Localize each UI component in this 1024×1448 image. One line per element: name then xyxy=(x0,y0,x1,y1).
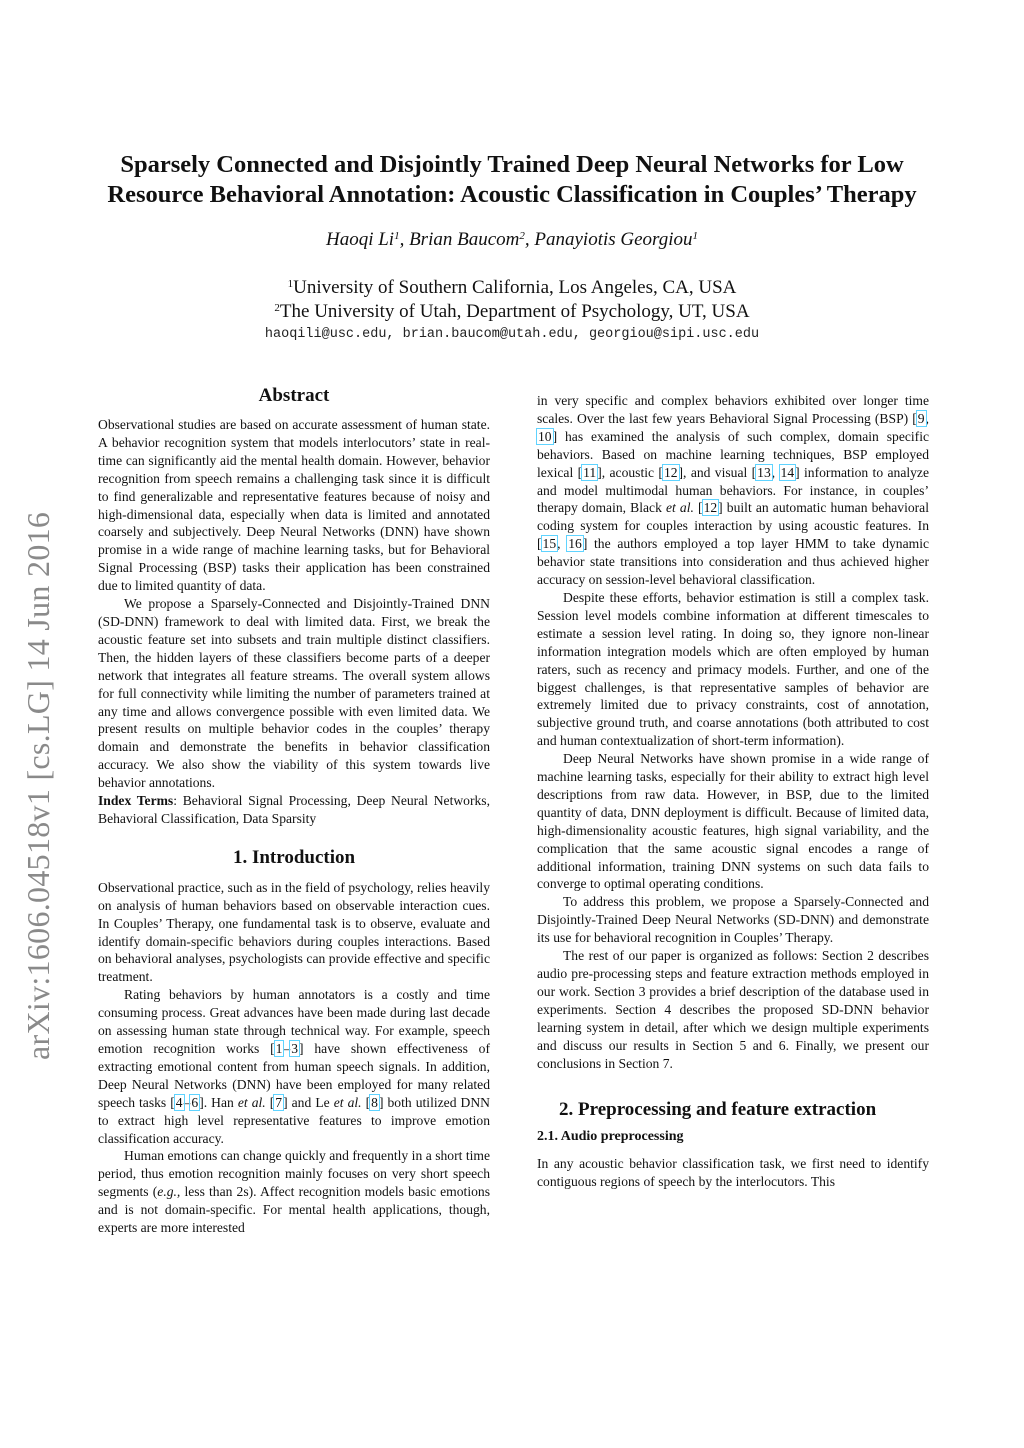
body-paragraph: Despite these efforts, behavior estimation is still a complex task. Session level models combine information at different timescales to estimate a session level rating. In doing so, they ignore non-linear information integration models which are often employed by human raters, such as recency and primacy models. Further, and one of the biggest challenges, is that representative samples of behavior are extremely limited due to privacy constraints, cost of annotation, subjective ground truth, and coarse annotations (both attributed to cost and human contextualization of short-term information). xyxy=(537,589,929,749)
intro-paragraph: Rating behaviors by human annotators is a costly and time consuming process. Great advances have been made during last decade on assessing human state through technical way. For example, speech emotion recognition works [1–3] have shown effectiveness of extracting emotional content from human speech signals. In addition, Deep Neural Networks (DNN) have been employed for many related speech tasks [4–6]. Han et al. [7] and Le et al. [8] both utilized DNN to extract high level representative features to improve emotion classification accuracy. xyxy=(98,987,490,1146)
paper-title xyxy=(80,150,944,210)
citation-link[interactable]: 11 xyxy=(583,464,597,480)
index-terms xyxy=(98,792,490,828)
citation-link[interactable]: 3 xyxy=(291,1041,299,1056)
affiliation-mark: 1 xyxy=(692,230,699,242)
section-heading-preprocessing: 2. Preprocessing and feature extraction xyxy=(559,1099,877,1121)
affiliation-mark: 1 xyxy=(394,230,400,242)
body-paragraph: To address this problem, we propose a Sparsely-Connected and Disjointly-Trained Deep Neural Networks (SD-DNN) and demonstrate its use for behavioral recognition in Couples’ Therapy. xyxy=(537,894,929,946)
index-terms-text: : Behavioral Signal Processing, Deep Neural Networks, Behavioral Classification, Data Sparsity xyxy=(98,793,490,826)
intro-paragraph: Observational practice, such as in the field of psychology, relies heavily on analysis of human behaviors based on observable interaction cues. In Couples’ Therapy, one fundamental task is to observe, evaluate and identify domain-specific behaviors during couples interactions. Based on behavioral analyses, psychologists can provide effective and specific treatment. xyxy=(98,879,490,985)
body-paragraph: Deep Neural Networks have shown promise in a wide range of machine learning tasks, especially for their ability to extract high level descriptions from raw data. However, in BSP, due to the limited quantity of data, DNN deployment is difficult. Because of limited data, high-dimensionality acoustic features, high signal variability, and the complication that the same acoustic signal encodes a range of additional information, training DNN systems on such data fails to converge to optimal operating conditions. xyxy=(537,751,929,892)
author-list xyxy=(80,229,944,251)
index-terms-label: Index Terms xyxy=(98,793,174,809)
author-name: Brian Baucom xyxy=(409,229,520,250)
citation-link[interactable]: 8 xyxy=(371,1094,378,1110)
affiliation-text: University of Southern California, Los Angeles, CA, USA xyxy=(293,277,737,298)
affiliation-line xyxy=(80,276,944,300)
title-line-1: Sparsely Connected and Disjointly Trained Deep Neural Networks for Low xyxy=(120,151,904,178)
author-emails[interactable]: haoqili@usc.edu, brian.baucom@utah.edu, georgiou@sipi.usc.edu xyxy=(264,327,760,342)
citation-link[interactable]: 12 xyxy=(703,500,718,516)
affiliation-mark: 2 xyxy=(519,230,525,242)
affiliation-list xyxy=(80,276,944,324)
author-name: Panayiotis Georgiou xyxy=(534,229,693,250)
citation-link[interactable]: 6 xyxy=(191,1094,199,1110)
citation-link[interactable]: 16 xyxy=(568,536,582,552)
citation-link[interactable]: 15 xyxy=(542,536,557,552)
citation-link[interactable]: 9 xyxy=(917,410,925,426)
body-paragraph: The rest of our paper is organized as follows: Section 2 describes audio pre-processing steps and feature extraction methods employed in our work. Section 3 provides a brief description of the database used in experiments. Section 4 describes the proposed SD-DNN behavior learning system in detail, after which we design multiple experiments and discuss our results in Section 5 and 6. Finally, we present our conclusions in Section 7. xyxy=(537,948,929,1071)
citation-link[interactable]: 1 xyxy=(275,1041,283,1056)
section-heading-introduction: 1. Introduction xyxy=(232,846,356,868)
body-paragraph: In any acoustic behavior classification task, we first need to identify contiguous regions of speech by the interlocutors. This xyxy=(537,1156,929,1190)
author-separator: , xyxy=(524,229,535,250)
intro-paragraph: Human emotions can change quickly and frequently in a short time period, thus emotion recognition mainly focuses on very short speech segments (e.g., less than 2s). Affect recognition models basic emotions and is not domain-specific. For mental health applications, though, experts are more interested xyxy=(98,1148,490,1236)
affiliation-line xyxy=(80,300,944,324)
citation-link[interactable]: 4 xyxy=(175,1094,183,1110)
citation-link[interactable]: 14 xyxy=(780,464,795,480)
abstract-paragraph: Observational studies are based on accurate assessment of human state. A behavior recognition system that models interlocutors’ state in real-time can significantly aid the mental health domain. However, behavior recognition from speech remains a challenging task since it is difficult to find generalizable and representative features because of noisy and high-dimensional data, especially when data is limited and annotated coarsely and subjectively. Deep Neural Networks (DNN) have shown promise in a wide range of machine learning tasks, but for Behavioral Signal Processing (BSP) tasks their application has been constrained due to limited quantity of data. xyxy=(98,417,490,594)
affiliation-text: The University of Utah, Department of Psychology, UT, USA xyxy=(279,301,750,322)
subsection-heading-audio-preprocessing: 2.1. Audio preprocessing xyxy=(537,1129,684,1145)
author-separator: , xyxy=(399,229,410,250)
abstract-paragraph: We propose a Sparsely-Connected and Disjointly-Trained DNN (SD-DNN) framework to deal with limited data. First, we break the acoustic feature set into subsets and train multiple distinct classifiers. Then, the hidden layers of these classifiers become parts of a deeper network that integrates all feature streams. The overall system allows for full connectivity while limiting the number of parameters trained at any time and allows convergence possible with even limited data. We present results on multiple behavior codes in the couples’ therapy domain and demonstrate the benefits in behavior classification accuracy. We also show the viability of this system towards live behavior annotations. xyxy=(98,596,490,791)
abstract-heading: Abstract xyxy=(258,385,330,406)
affiliation-mark: 2 xyxy=(274,302,280,314)
body-paragraph: in very specific and complex behaviors exhibited over longer time scales. Over the last few years Behavioral Signal Processing (BSP) [9, 10] has examined the analysis of such complex, domain specific behaviors. Based on machine learning techniques, BSP employed lexical [11], acoustic [12], and visual [13, 14] information to analyze and model multimodal human behaviors. For instance, in couples’ therapy domain, Black et al. [12] built an automatic human behavioral coding system for couples interaction by using acoustic features. In [15, 16] the authors employed a top layer HMM to take dynamic behavior state transitions into consideration and thus achieved higher accuracy on session-level behavioral classification. xyxy=(537,393,930,588)
citation-link[interactable]: 13 xyxy=(757,464,771,480)
title-line-2: Resource Behavioral Annotation: Acoustic Classification in Couples’ Therapy xyxy=(107,181,917,208)
right-column xyxy=(537,392,929,1191)
affiliation-mark: 1 xyxy=(287,278,294,290)
arxiv-stamp[interactable]: arXiv:1606.04518v1 [cs.LG] 14 Jun 2016 xyxy=(20,511,56,1060)
citation-link[interactable]: 12 xyxy=(663,464,678,480)
citation-link[interactable]: 10 xyxy=(538,428,552,444)
left-column xyxy=(98,384,490,1237)
author-name: Haoqi Li xyxy=(325,229,395,250)
citation-link[interactable]: 7 xyxy=(275,1094,283,1110)
